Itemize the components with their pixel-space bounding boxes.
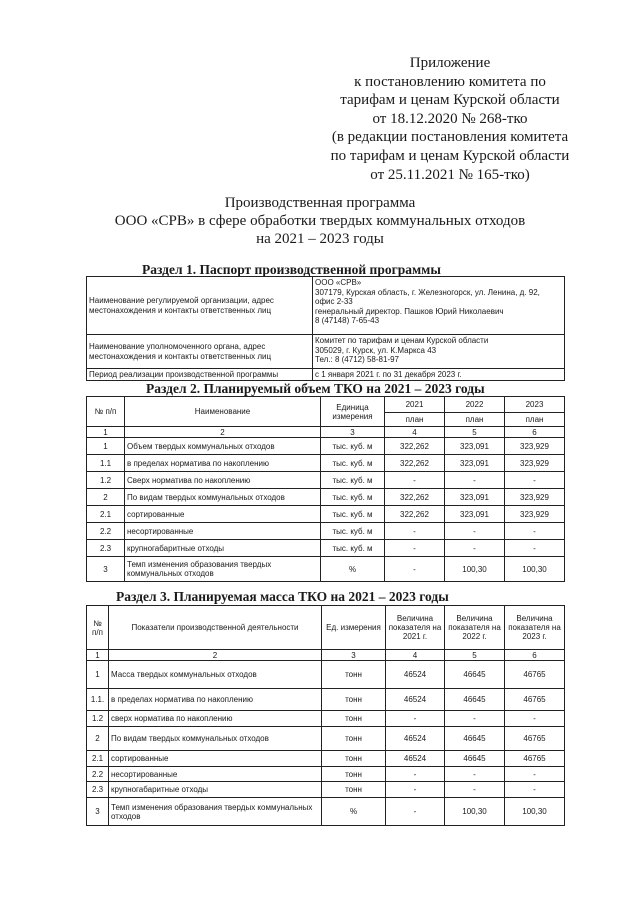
document-title — [110, 194, 530, 248]
header-line: от 25.11.2021 № 165-тко) — [370, 166, 530, 183]
title-line: Производственная программа — [224, 195, 416, 211]
row-value: 100,30 — [505, 798, 565, 826]
row-value: 46524 — [386, 727, 445, 751]
col-value-header: Величина показателя на 2021 г. — [386, 606, 445, 650]
row-name: сверх норматива по накоплению — [109, 711, 322, 727]
row-name: По видам твердых коммунальных отходов — [125, 489, 321, 506]
table-row — [87, 661, 565, 689]
row-unit: тонн — [322, 727, 386, 751]
row-value: - — [445, 782, 505, 798]
index-row — [87, 650, 565, 661]
row-value: - — [505, 472, 565, 489]
row-num: 3 — [87, 798, 109, 826]
table-head-row — [87, 606, 565, 650]
value-line: Тел.: 8 (4712) 58-81-97 — [315, 355, 399, 365]
row-value: 46524 — [386, 689, 445, 711]
row-value: 46765 — [505, 751, 565, 767]
index-cell: 5 — [445, 427, 505, 438]
index-cell: 4 — [386, 650, 445, 661]
col-unit-header: Ед. измерения — [322, 606, 386, 650]
row-value: 46765 — [505, 661, 565, 689]
row-name: сортированные — [109, 751, 322, 767]
row-name: Объем твердых коммунальных отходов — [125, 438, 321, 455]
index-cell: 1 — [87, 650, 109, 661]
row-num: 1 — [87, 661, 109, 689]
header-line: Приложение — [409, 55, 491, 71]
table-row — [87, 557, 565, 582]
row-unit: тыс. куб. м — [321, 540, 385, 557]
value-line: 307179, Курская область, г. Железногорск, ул. Ленина, д. 92, — [315, 287, 540, 297]
row-value: - — [505, 540, 565, 557]
table-row — [87, 472, 565, 489]
row-value: - — [445, 472, 505, 489]
row-name: Темп изменения образования твердых коммунальных отходов — [109, 798, 322, 826]
section2-heading: Раздел 2. Планируемый объем ТКО на 2021 – 2023 годы — [146, 381, 485, 396]
table-row — [87, 506, 565, 523]
row-value: 323,091 — [445, 506, 505, 523]
row-num: 2 — [87, 489, 125, 506]
volume-table — [86, 396, 565, 582]
row-value: 322,262 — [385, 506, 445, 523]
table-row — [87, 727, 565, 751]
table-row — [87, 489, 565, 506]
row-value: 46765 — [505, 727, 565, 751]
passport-row — [87, 335, 565, 369]
row-value: 46645 — [445, 727, 505, 751]
row-value: 46765 — [505, 689, 565, 711]
row-value: 46524 — [386, 751, 445, 767]
row-unit: тонн — [322, 661, 386, 689]
passport-value: с 1 января 2021 г. по 31 декабря 2023 г. — [313, 369, 565, 381]
value-line: 8 (47148) 7-65-43 — [315, 316, 380, 326]
section1-heading: Раздел 1. Паспорт производственной программы — [142, 262, 441, 277]
row-value: - — [386, 798, 445, 826]
row-value: 46645 — [445, 661, 505, 689]
col-value-header: Величина показателя на 2023 г. — [505, 606, 565, 650]
passport-label: Наименование уполномоченного органа, адрес местонахождения и контакты ответственных лиц — [87, 335, 313, 369]
row-unit: тыс. куб. м — [321, 455, 385, 472]
table-row — [87, 540, 565, 557]
row-value: 323,929 — [505, 506, 565, 523]
passport-table — [86, 276, 565, 381]
row-name: Сверх норматива по накоплению — [125, 472, 321, 489]
row-value: 323,929 — [505, 489, 565, 506]
row-unit: тыс. куб. м — [321, 472, 385, 489]
index-cell: 2 — [109, 650, 322, 661]
volume-rows — [87, 438, 565, 582]
row-value: - — [445, 767, 505, 782]
row-name: сортированные — [125, 506, 321, 523]
row-value: - — [505, 767, 565, 782]
table-row — [87, 767, 565, 782]
row-value: 323,091 — [445, 489, 505, 506]
table-row — [87, 455, 565, 472]
row-value: 46645 — [445, 751, 505, 767]
col-num-header: № п/п — [87, 397, 125, 427]
col-num-header: № п/п — [87, 606, 109, 650]
header-line: тарифам и ценам Курской области — [340, 92, 560, 109]
row-unit: тонн — [322, 767, 386, 782]
row-value: 323,091 — [445, 438, 505, 455]
passport-value — [313, 277, 565, 335]
table-row — [87, 438, 565, 455]
row-value: 323,091 — [445, 455, 505, 472]
row-num: 2.1 — [87, 751, 109, 767]
col-year-header: 2021 — [385, 397, 445, 413]
row-value: - — [505, 711, 565, 727]
table-row — [87, 751, 565, 767]
row-unit: тыс. куб. м — [321, 523, 385, 540]
mass-table — [86, 605, 565, 826]
col-unit-header: Единица измерения — [321, 397, 385, 427]
row-value: 100,30 — [445, 557, 505, 582]
row-value: - — [385, 472, 445, 489]
col-year-header: 2022 — [445, 397, 505, 413]
row-unit: тыс. куб. м — [321, 438, 385, 455]
row-value: 322,262 — [385, 455, 445, 472]
header-line: (в редакции постановления комитета — [331, 129, 569, 146]
title-line: ООО «СРВ» в сфере обработки твердых коммунальных отходов — [114, 213, 526, 229]
row-value: - — [385, 540, 445, 557]
row-num: 1.2 — [87, 472, 125, 489]
passport-row — [87, 277, 565, 335]
row-unit: тонн — [322, 711, 386, 727]
row-num: 2.2 — [87, 523, 125, 540]
row-unit: % — [322, 798, 386, 826]
index-cell: 3 — [322, 650, 386, 661]
row-value: 323,929 — [505, 455, 565, 472]
row-num: 1.1 — [87, 455, 125, 472]
index-cell: 6 — [505, 427, 565, 438]
row-value: - — [385, 523, 445, 540]
row-value: - — [445, 523, 505, 540]
row-value: 322,262 — [385, 438, 445, 455]
table-row — [87, 689, 565, 711]
index-cell: 6 — [505, 650, 565, 661]
row-num: 1.2 — [87, 711, 109, 727]
passport-value — [313, 335, 565, 369]
passport-label: Наименование регулируемой организации, адрес местонахождения и контакты ответственных лиц — [87, 277, 313, 335]
header-line: от 18.12.2020 № 268-тко — [372, 110, 528, 127]
row-unit: тонн — [322, 689, 386, 711]
row-value: - — [445, 711, 505, 727]
row-name: крупногабаритные отходы — [125, 540, 321, 557]
index-cell: 3 — [321, 427, 385, 438]
table-row — [87, 782, 565, 798]
header-line: к постановлению комитета по — [354, 73, 546, 90]
section3-heading: Раздел 3. Планируемая масса ТКО на 2021 – 2023 годы — [116, 589, 449, 604]
table-head-row — [87, 397, 565, 413]
plan-label: план — [385, 413, 445, 427]
row-value: 100,30 — [445, 798, 505, 826]
index-cell: 1 — [87, 427, 125, 438]
row-name: Масса твердых коммунальных отходов — [109, 661, 322, 689]
row-num: 1 — [87, 438, 125, 455]
row-value: - — [386, 711, 445, 727]
row-num: 2.3 — [87, 782, 109, 798]
index-cell: 2 — [125, 427, 321, 438]
row-num: 2.3 — [87, 540, 125, 557]
title-line: на 2021 – 2023 годы — [256, 231, 384, 247]
row-name: По видам твердых коммунальных отходов — [109, 727, 322, 751]
row-value: - — [505, 523, 565, 540]
row-name: Темп изменения образования твердых коммунальных отходов — [125, 557, 321, 582]
row-value: 46645 — [445, 689, 505, 711]
index-cell: 4 — [385, 427, 445, 438]
header-line: по тарифам и ценам Курской области — [330, 147, 570, 164]
row-num: 2.2 — [87, 767, 109, 782]
row-unit: тыс. куб. м — [321, 489, 385, 506]
table-row — [87, 711, 565, 727]
row-value: 46524 — [386, 661, 445, 689]
row-value: - — [505, 782, 565, 798]
index-row — [87, 427, 565, 438]
row-value: 323,929 — [505, 438, 565, 455]
col-value-header: Величина показателя на 2022 г. — [445, 606, 505, 650]
value-line: офис 2-33 — [315, 297, 353, 307]
row-value: 100,30 — [505, 557, 565, 582]
row-name: крупногабаритные отходы — [109, 782, 322, 798]
index-cell: 5 — [445, 650, 505, 661]
row-name: несортированные — [109, 767, 322, 782]
header-block — [300, 54, 600, 184]
value-line: ООО «СРВ» — [315, 278, 362, 287]
passport-row — [87, 369, 565, 381]
mass-rows — [87, 661, 565, 826]
row-unit: тонн — [322, 751, 386, 767]
row-num: 3 — [87, 557, 125, 582]
table-row — [87, 523, 565, 540]
table-row — [87, 798, 565, 826]
row-unit: тыс. куб. м — [321, 506, 385, 523]
row-unit: % — [321, 557, 385, 582]
row-num: 2.1 — [87, 506, 125, 523]
row-value: - — [385, 557, 445, 582]
row-name: в пределах норматива по накоплению — [125, 455, 321, 472]
col-name-header: Наименование — [125, 397, 321, 427]
plan-label: план — [445, 413, 505, 427]
value-line: 305029, г. Курск, ул. К.Маркса 43 — [315, 345, 437, 355]
row-value: - — [386, 782, 445, 798]
row-name: несортированные — [125, 523, 321, 540]
value-line: Комитет по тарифам и ценам Курской области — [315, 336, 489, 345]
passport-label: Период реализации производственной программы — [87, 369, 313, 381]
col-year-header: 2023 — [505, 397, 565, 413]
row-num: 1.1. — [87, 689, 109, 711]
value-line: генеральный директор. Пашков Юрий Николаевич — [315, 306, 504, 316]
col-name-header: Показатели производственной деятельности — [109, 606, 322, 650]
row-name: в пределах норматива по накоплению — [109, 689, 322, 711]
row-value: 322,262 — [385, 489, 445, 506]
plan-label: план — [505, 413, 565, 427]
row-value: - — [386, 767, 445, 782]
row-value: - — [445, 540, 505, 557]
row-num: 2 — [87, 727, 109, 751]
row-unit: тонн — [322, 782, 386, 798]
